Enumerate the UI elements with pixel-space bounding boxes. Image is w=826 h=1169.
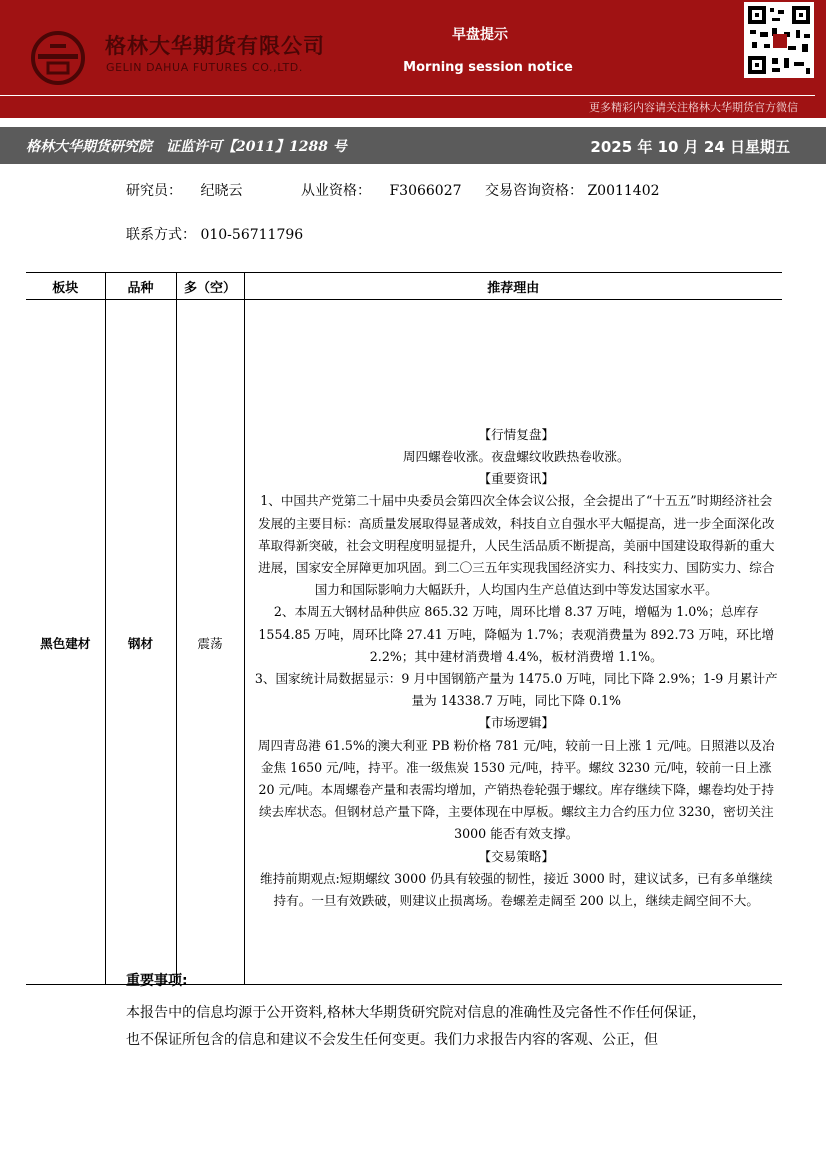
notice-text: 本报告中的信息均源于公开资料,格林大华期货研究院对信息的准确性及完备性不作任何保证，也不保证所包含的信息和建议不会发生任何变更。我们力求报告内容的客观、公正，但: [126, 1005, 706, 1048]
report-title-en: Morning session notice: [403, 60, 573, 75]
section-heading: 【市场逻辑】: [478, 715, 555, 731]
header-sector: 板块: [26, 273, 105, 300]
company-logo-icon: [30, 30, 86, 86]
consult-number: Z0011402: [587, 183, 660, 199]
contact-label: 联系方式：: [126, 227, 196, 243]
header-direction: 多（空）: [176, 273, 244, 300]
table-row: [26, 300, 782, 985]
reason-paragraph: 周四螺卷收涨。夜盘螺纹收跌热卷收涨。: [402, 448, 630, 464]
reason-paragraph: 2、本周五大钢材品种供应 865.32 万吨，周环比增 8.37 万吨，增幅为 1.0%；总库存 1554.85 万吨，周环比降 27.41 万吨，降幅为 1.7%；表观消费量为 892.73 万吨，环比增 2.2%；其中建材消费增 4.4%，板材消费增 1.1%。: [258, 604, 775, 664]
company-name-cn: 格林大华期货有限公司: [105, 34, 325, 58]
recommendation-table: [26, 272, 782, 985]
table-header-row: [26, 273, 782, 300]
report-title-cn: 早盘提示: [452, 27, 508, 43]
researcher-line: [126, 180, 242, 200]
section-heading: 【重要资讯】: [478, 471, 555, 487]
notice-title: 重要事项:: [126, 973, 188, 989]
wechat-qr-code-icon: [744, 2, 814, 78]
header-variety: 品种: [105, 273, 176, 300]
qualification-line: [301, 180, 462, 200]
section-heading: 【行情复盘】: [478, 426, 555, 442]
follow-wechat-note: 更多精彩内容请关注格林大华期货官方微信: [589, 101, 798, 114]
contact-line: [126, 224, 303, 244]
company-name-en: GELIN DAHUA FUTURES CO.,LTD.: [106, 61, 303, 74]
header-divider: [0, 95, 815, 96]
qualification-number: F3066027: [389, 183, 462, 199]
reason-paragraph: 维持前期观点:短期螺纹 3000 仍具有较强的韧性，接近 3000 时，建议试多，已有多单继续持有。一旦有效跌破，则建议止损离场。卷螺差走阔至 200 以上，继续走阔空间不大。: [259, 870, 773, 909]
section-heading: 【交易策略】: [478, 848, 555, 864]
sector-cell: 黑色建材: [26, 300, 105, 985]
qualification-label: 从业资格：: [301, 183, 371, 199]
consult-label: 交易咨询资格：: [485, 183, 583, 199]
consult-line: [485, 180, 660, 200]
institute-license: 格林大华期货研究院 证监许可【2011】1288 号: [26, 139, 347, 155]
direction-cell: 震荡: [176, 300, 244, 985]
header-banner: [0, 0, 826, 118]
reason-paragraph: 3、国家统计局数据显示：9 月中国钢筋产量为 1475.0 万吨，同比下降 2.9%；1-9 月累计产量为 14338.7 万吨，同比下降 0.1%: [254, 671, 778, 709]
reason-cell: [244, 300, 782, 985]
reason-paragraph: 周四青岛港 61.5%的澳大利亚 PB 粉价格 781 元/吨，较前一日上涨 1 元/吨。日照港以及冶金焦 1650 元/吨，持平。准一级焦炭 1530 元/吨，持平。螺纹 3230 元/吨，较前一日上涨 20 元/吨。本周螺卷产量和表需均增加，产销热卷轮强于螺纹。库存继续下降，螺卷均处于持续去库状态。但钢材总产量下降，主要体现在中厚板。螺纹主力合约压力位 3230，密切关注 3000 能否有效支撑。: [257, 737, 775, 842]
contact-number: 010-56711796: [200, 227, 304, 243]
report-info-bar: [0, 127, 826, 164]
researcher-label: 研究员：: [126, 183, 182, 199]
report-date: 2025 年 10 月 24 日星期五: [590, 138, 790, 156]
variety-cell: 钢材: [105, 300, 176, 985]
researcher-name: 纪晓云: [200, 183, 243, 199]
reason-paragraph: 1、中国共产党第二十届中央委员会第四次全体会议公报，全会提出了“十五五”时期经济社会发展的主要目标：高质量发展取得显著成效，科技自立自强水平大幅提高，进一步全面深化改革取得新突破，社会文明程度明显提升，人民生活品质不断提高，美丽中国建设取得新的重大进展，国家安全屏障更加巩固。到二〇三五年实现我国经济实力、科技实力、国防实力、综合国力和国际影响力大幅跃升，人均国内生产总值达到中等发达国家水平。: [258, 493, 775, 598]
header-reason: 推荐理由: [244, 273, 782, 300]
